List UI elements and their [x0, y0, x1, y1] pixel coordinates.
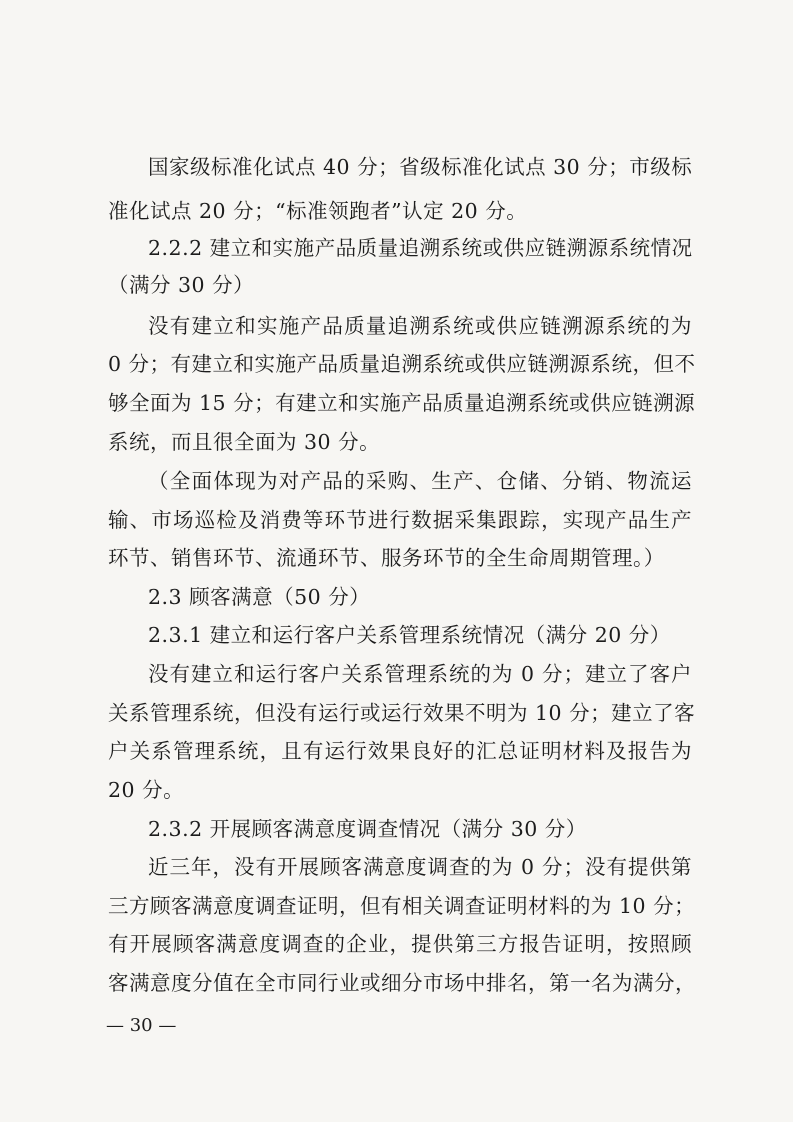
paragraph-line: 没有建立和实施产品质量追溯系统或供应链溯源系统的为 — [148, 314, 692, 338]
paragraph-line: 关系管理系统，但没有运行或运行效果不明为 10 分；建立了客 — [108, 701, 696, 725]
paragraph-line: 系统，而且很全面为 30 分。 — [108, 430, 381, 454]
section-heading-2-3: 2.3 顾客满意（50 分） — [148, 585, 371, 609]
paragraph-line: 20 分。 — [108, 778, 185, 802]
paragraph-line: 输、市场巡检及消费等环节进行数据采集跟踪，实现产品生产 — [108, 508, 692, 532]
paragraph-line: 0 分；有建立和实施产品质量追溯系统或供应链溯源系统，但不 — [108, 352, 696, 376]
paragraph-line: 准化试点 20 分；“标准领跑者”认定 20 分。 — [108, 199, 528, 223]
paragraph-line: 户关系管理系统，且有运行效果良好的汇总证明材料及报告为 — [108, 739, 692, 763]
paragraph-line: 没有建立和运行客户关系管理系统的为 0 分；建立了客户 — [148, 662, 692, 686]
paragraph-line: 近三年，没有开展顾客满意度调查的为 0 分；没有提供第 — [148, 855, 692, 879]
paragraph-line: 有开展顾客满意度调查的企业，提供第三方报告证明，按照顾 — [108, 932, 692, 956]
paragraph-line: （全面体现为对产品的采购、生产、仓储、分销、物流运 — [148, 469, 692, 493]
paragraph-line: 国家级标准化试点 40 分；省级标准化试点 30 分；市级标 — [148, 155, 693, 179]
section-heading-2-2-2-score: （满分 30 分） — [108, 273, 255, 297]
page-number: — 30 — — [106, 1015, 177, 1036]
section-heading-2-3-1: 2.3.1 建立和运行客户关系管理系统情况（满分 20 分） — [148, 623, 671, 647]
paragraph-line: 够全面为 15 分；有建立和实施产品质量追溯系统或供应链溯源 — [108, 391, 696, 415]
section-heading-2-3-2: 2.3.2 开展顾客满意度调查情况（满分 30 分） — [148, 817, 587, 841]
paragraph-line: 环节、销售环节、流通环节、服务环节的全生命周期管理。） — [108, 546, 665, 570]
paragraph-line: 三方顾客满意度调查证明，但有相关调查证明材料的为 10 分； — [108, 894, 696, 918]
section-heading-2-2-2: 2.2.2 建立和实施产品质量追溯系统或供应链溯源系统情况 — [148, 236, 693, 260]
paragraph-line: 客满意度分值在全市同行业或细分市场中排名，第一名为满分， — [108, 971, 696, 995]
